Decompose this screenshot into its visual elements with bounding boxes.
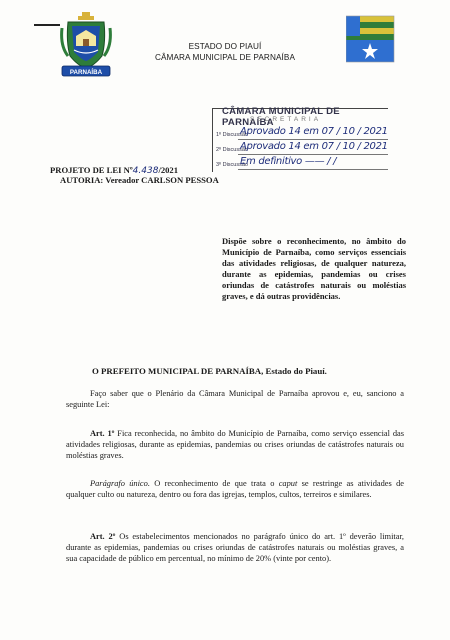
margin-dash: [34, 24, 60, 26]
intro-paragraph: Faço saber que o Plenário da Câmara Municipal de Parnaíba aprovou e, eu, sanciono a seguinte Lei:: [66, 389, 404, 409]
header-state: ESTADO DO PIAUÍ: [188, 42, 262, 51]
secretaria-stamp: [204, 106, 389, 174]
stamp-row-handwriting: Aprovado 14 em 07 / 10 / 2021: [240, 141, 388, 152]
stamp-row-handwriting: Em definitivo —— / /: [240, 156, 337, 167]
crest-banner: PARNAÍBA: [69, 69, 103, 76]
stamp-row: [216, 143, 388, 155]
bill-number: 4.438: [132, 166, 159, 176]
article-2-text: Os estabelecimentos mencionados no parágrafo único do art. 1º deverão limitar, durante as epidemias, pandemias ou crises oriundas de catástrofes naturais ou moléstias graves, a sua capacidade de público em percentual, no mínimo de 20% (vinte por cento).: [66, 532, 404, 563]
article-1-text: Fica reconhecida, no âmbito do Município de Parnaíba, como serviço essencial das atividades religiosas, durante as epidemias, pandemias ou crises oriundas de catástrofes naturais ou moléstias graves.: [66, 429, 404, 460]
stamp-border: [212, 108, 213, 172]
stamp-row-label: 1º Discussão: [216, 132, 248, 138]
sole-paragraph-label: Parágrafo único.: [90, 479, 150, 488]
stamp-row-handwriting: Aprovado 14 em 07 / 10 / 2021: [240, 126, 388, 137]
stamp-row-line: [238, 139, 388, 140]
article-2: [66, 531, 404, 564]
stamp-row: [216, 158, 388, 170]
sole-paragraph-caput: caput: [278, 479, 298, 488]
sole-paragraph-text-a: O reconhecimento de que trata o: [149, 479, 279, 488]
header-chamber: CÂMARA MUNICIPAL DE PARNAÍBA: [154, 53, 296, 62]
article-2-label: Art. 2º: [90, 532, 116, 541]
stamp-row-label: 2º Discussão: [216, 147, 248, 153]
sole-paragraph-text-b: se restringe as atividades de qualquer culto ou natureza, dentro ou fora das igrejas, templos, cultos, terreiros e similares.: [66, 479, 404, 499]
stamp-row-label: 3º Discussão: [216, 162, 248, 168]
enactment-heading: O PREFEITO MUNICIPAL DE PARNAÍBA, Estado do Piauí.: [92, 366, 327, 376]
stamp-subtitle: SECRETARIA: [250, 116, 322, 123]
bill-label: PROJETO DE LEI Nº: [50, 165, 133, 175]
sole-paragraph: [66, 478, 404, 500]
stamp-row-line: [238, 154, 388, 155]
article-1: [66, 428, 404, 461]
stamp-row: [216, 128, 388, 140]
stamp-title: CÂMARA MUNICIPAL DE PARNAÍBA: [222, 106, 340, 128]
bill-year: /2021: [158, 165, 179, 175]
article-1-label: Art. 1º: [90, 429, 115, 438]
stamp-row-line: [238, 169, 388, 170]
bill-summary: Dispõe sobre o reconhecimento, no âmbito do Município de Parnaíba, como serviços essenciais das atividades religiosas, de qualquer natureza, durante as epidemias, pandemias ou crises oriundas de catástrofes naturais ou moléstias graves, e dá outras providências.: [222, 236, 406, 301]
bill-author: AUTORIA: Vereador CARLSON PESSOA: [60, 175, 219, 185]
